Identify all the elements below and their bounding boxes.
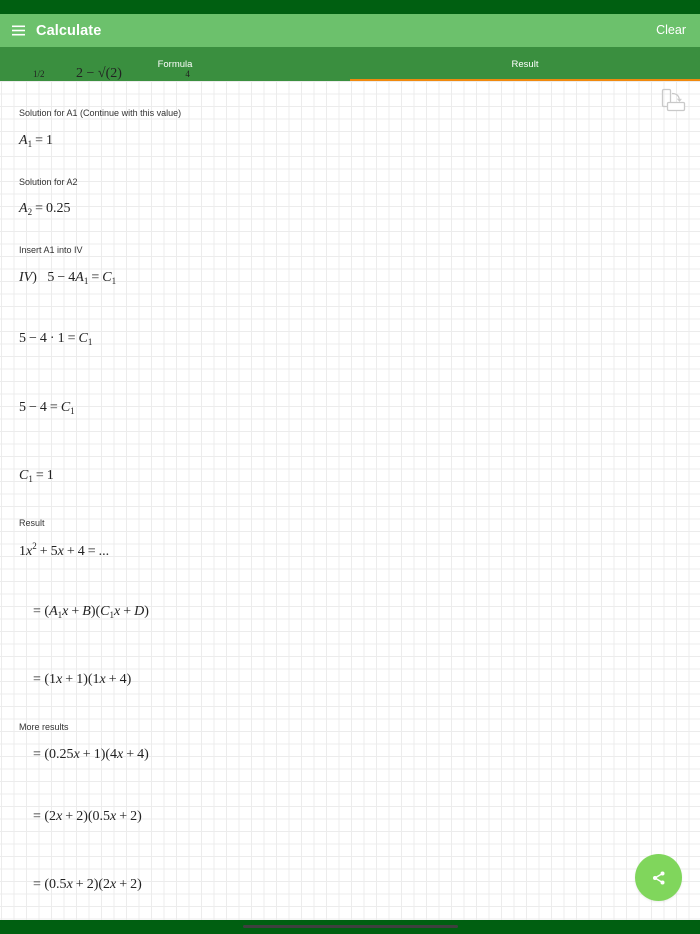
- result-content[interactable]: [0, 66, 700, 920]
- formula-alt-2: = (2x + 2)(0.5x + 2): [33, 809, 142, 824]
- share-icon: [651, 870, 667, 886]
- formula-iv: IV) $5 - 4A_1 = C_1$: [19, 270, 117, 286]
- hamburger-menu-icon: [12, 25, 25, 36]
- formula-simplify: $5 - 4 = C_1$: [19, 400, 75, 416]
- formula-factored: = (1x + 1)(1x + 4): [33, 672, 132, 687]
- formula-general-form: = $(A_1x + B)(C_1x + D)$: [33, 604, 149, 620]
- step-label: Solution for A1 (Continue with this value): [19, 108, 182, 118]
- clear-button[interactable]: Clear: [656, 23, 686, 37]
- bottom-bar: [0, 920, 700, 934]
- app-header: [0, 14, 700, 47]
- formula-c1: $C_1 = 1$: [19, 468, 54, 484]
- step-label: Result: [19, 518, 45, 528]
- step-label: Insert A1 into IV: [19, 245, 83, 255]
- formula-alt-1: = (0.25x + 1)(4x + 4): [33, 747, 149, 762]
- menu-button[interactable]: [0, 14, 36, 47]
- step-label: More results: [19, 722, 69, 732]
- formula-a1: $A_1 = 1$: [19, 133, 53, 149]
- home-indicator[interactable]: [243, 925, 458, 928]
- formula-a2: $A_2 = 0.25$: [19, 201, 71, 217]
- tab-formula[interactable]: Formula: [157, 58, 193, 70]
- clipped-formula: 1/2 2 − √(2) 4: [33, 66, 190, 81]
- step-label: Solution for A2: [19, 177, 78, 187]
- tab-result[interactable]: Result: [350, 47, 700, 81]
- page-title: Calculate: [36, 22, 102, 39]
- rotate-screen-button[interactable]: [658, 87, 686, 115]
- status-bar: [0, 0, 700, 14]
- share-button[interactable]: [635, 854, 682, 901]
- formula-alt-3: = (0.5x + 2)(2x + 2): [33, 877, 142, 892]
- formula-quadratic: $1x^2 + 5x + 4$ = ...: [19, 541, 110, 559]
- formula-substitute: $5 - 4 \cdot 1 = C_1$: [19, 331, 93, 347]
- screen-rotate-icon: [658, 87, 686, 115]
